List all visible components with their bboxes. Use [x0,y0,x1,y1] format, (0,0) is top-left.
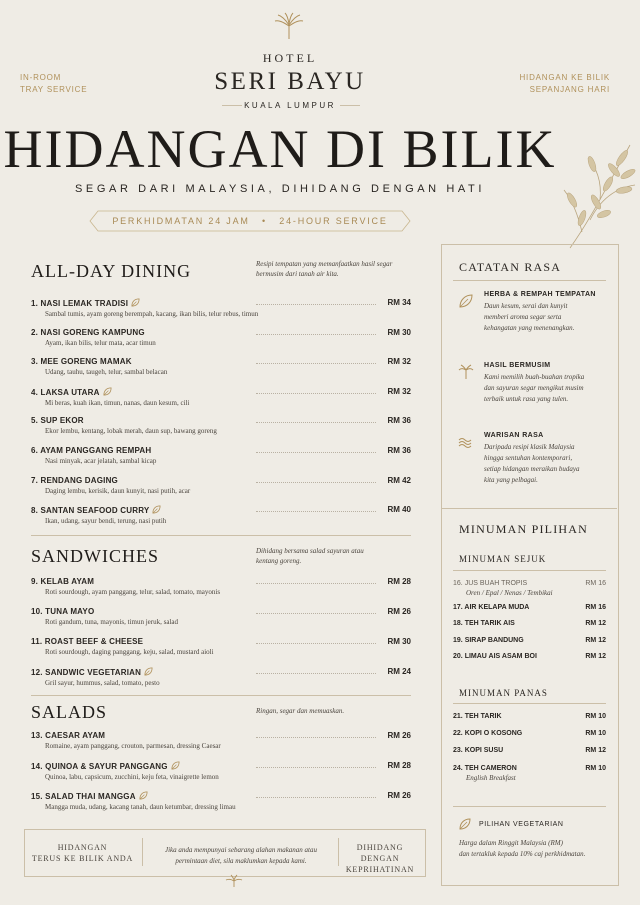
footer-center: Jika anda mempunyai sebarang alahan makanan atau permintaan diet, sila maklumkan kepada kami. [164,846,318,865]
page-subtitle: SEGAR DARI MALAYSIA, DIHIDANG DENGAN HATI [74,183,485,195]
menu-item [31,761,411,781]
note-heading: HASIL BERMUSIM [484,362,551,369]
hotel-label: HOTEL [262,51,318,65]
menu-item [31,328,411,347]
note-text: Daripada resipi klasik Malaysia hingga sentuhan kontemporari, setiap hidangan meraikan budaya kita yang pelbagai. [484,443,580,484]
price-leader [256,334,376,335]
menu-item-title: MEE GORENG MAMAK [40,357,132,367]
drink-name: 16. JUS BUAH TROPIS [453,580,528,587]
menu-item-number: 3. [31,357,39,367]
service-label-english: 24-HOUR SERVICE [279,216,388,226]
menu-item-name [31,387,411,397]
hotel-city: KUALA LUMPUR [244,101,336,110]
section-title-salads: SALADS [31,702,108,722]
price-leader [256,422,376,423]
service-banner [88,216,412,226]
vegetarian-leaf-icon [136,792,148,801]
menu-item-title: LAKSA UTARA [40,387,100,397]
notes-title: CATATAN RASA [459,260,562,274]
price-note: Harga dalam Ringgit Malaysia (RM) dan tertakluk kepada 10% caj perkhidmatan. [459,839,586,858]
section-note-all-day-dining: Resipi tempatan yang memanfaatkan hasil segar bermusim dari tanah air kita. [256,260,393,278]
menu-item [31,298,411,318]
vegetarian-leaf-icon [149,506,161,515]
menu-item-title: AYAM PANGGANG REMPAH [40,446,152,455]
footer-rule-left [142,838,143,866]
menu-item-price: RM 30 [387,327,411,337]
menu-item-price: RM 32 [387,357,411,367]
price-leader [256,767,376,768]
menu-item-price: RM 28 [387,761,411,770]
drink-name: 22. KOPI O KOSONG [453,730,523,738]
vegetarian-leaf-icon [128,299,140,308]
drink-name: 23. KOPI SUSU [453,747,504,755]
menu-item-title: SUP EKOR [40,416,84,426]
drink-name: 21. TEH TARIK [453,713,502,720]
footer-ornament-icon [224,874,244,888]
menu-item-number: 1. [31,299,39,308]
menu-item-title: NASI GORENG KAMPUNG [40,327,145,337]
menu-item [31,577,411,596]
drink-name: 19. SIRAP BANDUNG [453,636,524,644]
price-leader [256,304,376,305]
menu-item-name [31,298,411,308]
menu-item-title: ROAST BEEF & CHEESE [44,637,144,646]
drink-price: RM 12 [585,747,606,755]
drink-name: 18. TEH TARIK AIS [453,620,515,627]
header-right-note: HIDANGAN KE BILIK SEPANJANG HARI [519,73,610,94]
drink-price: RM 10 [585,764,606,772]
menu-item-name [31,416,411,425]
menu-item-number: 5. [31,416,39,426]
drink-item [453,713,606,720]
drink-price: RM 16 [585,603,606,611]
note-item [484,432,609,486]
drinks-bottom-rule [453,806,606,807]
menu-item-number: 4. [31,387,39,397]
menu-item-title: SALAD THAI MANGGA [45,792,136,801]
menu-item [31,791,411,811]
price-leader [256,673,376,674]
header-rule-right [340,105,360,106]
menu-item-price: RM 36 [387,446,411,455]
menu-item-price: RM 30 [387,637,411,646]
price-leader [256,393,376,394]
price-leader [256,583,376,584]
menu-item-number: 14. [31,762,43,771]
drink-item [453,620,606,627]
menu-item-name [31,476,411,485]
drinks-cold-title: MINUMAN SEJUK [459,554,547,564]
waves-icon [458,434,474,455]
menu-item-title: SANTAN SEAFOOD CURRY [40,506,150,516]
menu-item-description: Gril sayur, hummus, salad, tomato, pesto [45,679,160,687]
menu-item-title: KELAB AYAM [40,577,95,586]
leaf-icon [458,293,474,314]
section-title-sandwiches: SANDWICHES [31,546,160,566]
menu-item [31,476,411,495]
vegetarian-legend: PILIHAN VEGETARIAN [479,821,564,828]
menu-item-description: Ekor lembu, kentang, lobak merah, daun sup, bawang goreng [45,427,217,436]
section-divider [31,695,411,696]
menu-item [31,667,411,687]
menu-item-number: 13. [31,731,43,740]
footer-rule-right [338,838,339,866]
drink-name: 17. AIR KELAPA MUDA [453,603,530,611]
drinks-cold-rule [453,570,606,571]
menu-item-description: Udang, tauhu, taugeh, telur, sambal belacan [45,368,168,377]
menu-item-number: 2. [31,327,39,337]
menu-item-price: RM 32 [387,386,411,396]
drink-price: RM 10 [585,713,606,720]
drink-name: 24. TEH CAMERON [453,764,517,772]
menu-item [31,637,411,656]
note-item [484,362,609,405]
hotel-name: SERI BAYU [214,68,366,95]
menu-item-description: Mi beras, kuah ikan, timun, nanas, daun kesum, cili [45,398,190,407]
palm-leaf-logo-icon [273,12,305,40]
footer-right: DIHIDANG DENGAN KEPRIHATINAN [345,843,415,874]
menu-item [31,505,411,525]
menu-item-number: 9. [31,577,39,586]
menu-item-number: 8. [31,506,39,516]
price-leader [256,511,376,512]
menu-item-description: Roti sourdough, daging panggang, keju, salad, mustard aioli [45,648,214,656]
menu-item-number: 11. [31,637,43,646]
drinks-hot-title: MINUMAN PANAS [459,688,548,698]
menu-item-price: RM 28 [387,577,411,586]
section-note-salads: Ringan, segar dan memuaskan. [256,707,345,715]
menu-item-number: 10. [31,607,43,616]
price-leader [256,797,376,798]
menu-item-number: 7. [31,475,39,485]
service-label-malay: PERKHIDMATAN 24 JAM [112,216,250,226]
menu-item-price: RM 24 [387,667,411,676]
menu-item-name [31,505,411,515]
menu-item-description: Ayam, ikan bilis, telur mata, acar timun [45,338,156,347]
menu-item-name [31,577,411,586]
vegetarian-leaf-icon [141,668,153,677]
drink-item [453,747,606,754]
menu-item-description: Roti gandum, tuna, mayonis, timun jeruk, salad [45,618,178,626]
menu-item-name [31,357,411,366]
menu-item-number: 15. [31,792,43,801]
drinks-hot-rule [453,703,606,704]
menu-item-title: QUINOA & SAYUR PANGGANG [45,762,168,771]
vegetarian-leaf-icon [458,817,472,831]
drink-item [453,765,606,782]
price-leader [256,482,376,483]
note-heading: HERBA & REMPAH TEMPATAN [484,291,596,298]
menu-item-description: Daging lembu, kerisik, daun kunyit, nasi putih, acar [45,486,191,495]
menu-item-price: RM 36 [387,416,411,426]
note-heading: WARISAN RASA [484,432,544,439]
menu-item [31,387,411,407]
menu-item-title: NASI LEMAK TRADISI [40,299,129,308]
menu-item-price: RM 42 [387,475,411,485]
menu-item-description: Quinoa, labu, capsicum, zucchini, keju feta, vinaigrette lemon [45,773,219,781]
service-separator: • [262,216,267,226]
menu-item [31,416,411,435]
menu-item-name [31,328,411,337]
drink-item [453,604,606,611]
menu-item-price: RM 26 [387,731,411,740]
menu-item-price: RM 34 [387,298,411,307]
right-sidebar-panel [441,244,619,886]
drink-name: 20. LIMAU AIS ASAM BOI [453,653,537,660]
drink-item [453,580,606,597]
menu-item-description: Ikan, udang, sayur bendi, terung, nasi putih [45,517,167,526]
header-left-note: IN-ROOM TRAY SERVICE [20,73,88,94]
botanical-leaves-illustration [560,140,640,250]
drink-price: RM 12 [585,636,606,644]
menu-item [31,357,411,376]
drink-price: RM 10 [585,730,606,738]
menu-item-name [31,607,411,616]
price-leader [256,737,376,738]
menu-item-price: RM 26 [387,791,411,800]
menu-item-description: Roti sourdough, ayam panggang, telur, salad, tomato, mayonis [45,588,221,596]
vegetarian-leaf-icon [168,762,180,771]
menu-item-description: Sambal tumis, ayam goreng berempah, kacang, ikan bilis, telur rebus, timun [45,310,259,318]
menu-item-description: Mangga muda, udang, kacang tanah, daun ketumbar, dressing limau [45,803,236,811]
drink-price: RM 16 [585,580,606,587]
menu-item-number: 6. [31,446,39,455]
drink-price: RM 12 [585,653,606,660]
menu-item [31,446,411,465]
drink-item [453,653,606,660]
menu-item [31,607,411,626]
palm-tree-icon [458,364,474,385]
menu-item-description: Romaine, ayam panggang, crouton, parmesan, dressing Caesar [45,742,221,750]
note-text: Daun kesum, serai dan kunyit memberi aroma segar serta kehangatan yang menenangkan. [484,302,575,332]
drinks-title: MINUMAN PILIHAN [459,522,588,536]
menu-item-title: CAESAR AYAM [45,731,106,740]
sidebar-divider [441,508,617,509]
menu-item-name [31,637,411,646]
section-divider [31,535,411,536]
notes-title-rule [453,280,606,281]
menu-item-price: RM 40 [387,505,411,515]
price-leader [256,363,376,364]
price-leader [256,643,376,644]
drink-item [453,730,606,737]
note-text: Kami memilih buah-buahan tropika dan sayuran segar mengikut musim terbaik untuk rasa yang tulen. [484,373,585,403]
footer-left: HIDANGAN TERUS KE BILIK ANDA [31,843,134,863]
menu-item-price: RM 26 [387,607,411,616]
menu-item-title: RENDANG DAGING [40,475,118,485]
note-item [484,291,609,334]
drink-subtitle: Oren / Epal / Nenas / Tembikai [466,589,553,597]
menu-item-title: SANDWIC VEGETARIAN [45,668,142,677]
menu-item-title: TUNA MAYO [45,607,95,616]
section-title-all-day-dining: ALL-DAY DINING [31,261,192,281]
menu-item [31,731,411,750]
price-leader [256,613,376,614]
menu-item-name [31,731,411,740]
section-note-sandwiches: Dihidang bersama salad sayuran atau kentang goreng. [256,547,364,565]
drink-item [453,637,606,644]
menu-item-name [31,761,411,771]
vegetarian-leaf-icon [100,388,112,397]
price-leader [256,452,376,453]
menu-item-description: Nasi minyak, acar jelatah, sambal kicap [45,457,157,465]
menu-item-name [31,667,411,677]
menu-item-number: 12. [31,668,43,677]
drink-subtitle: English Breakfast [466,773,516,782]
menu-item-name [31,791,411,801]
menu-item-name [31,446,411,455]
drink-price: RM 12 [585,620,606,627]
page-title: HIDANGAN DI BILIK [3,119,557,179]
